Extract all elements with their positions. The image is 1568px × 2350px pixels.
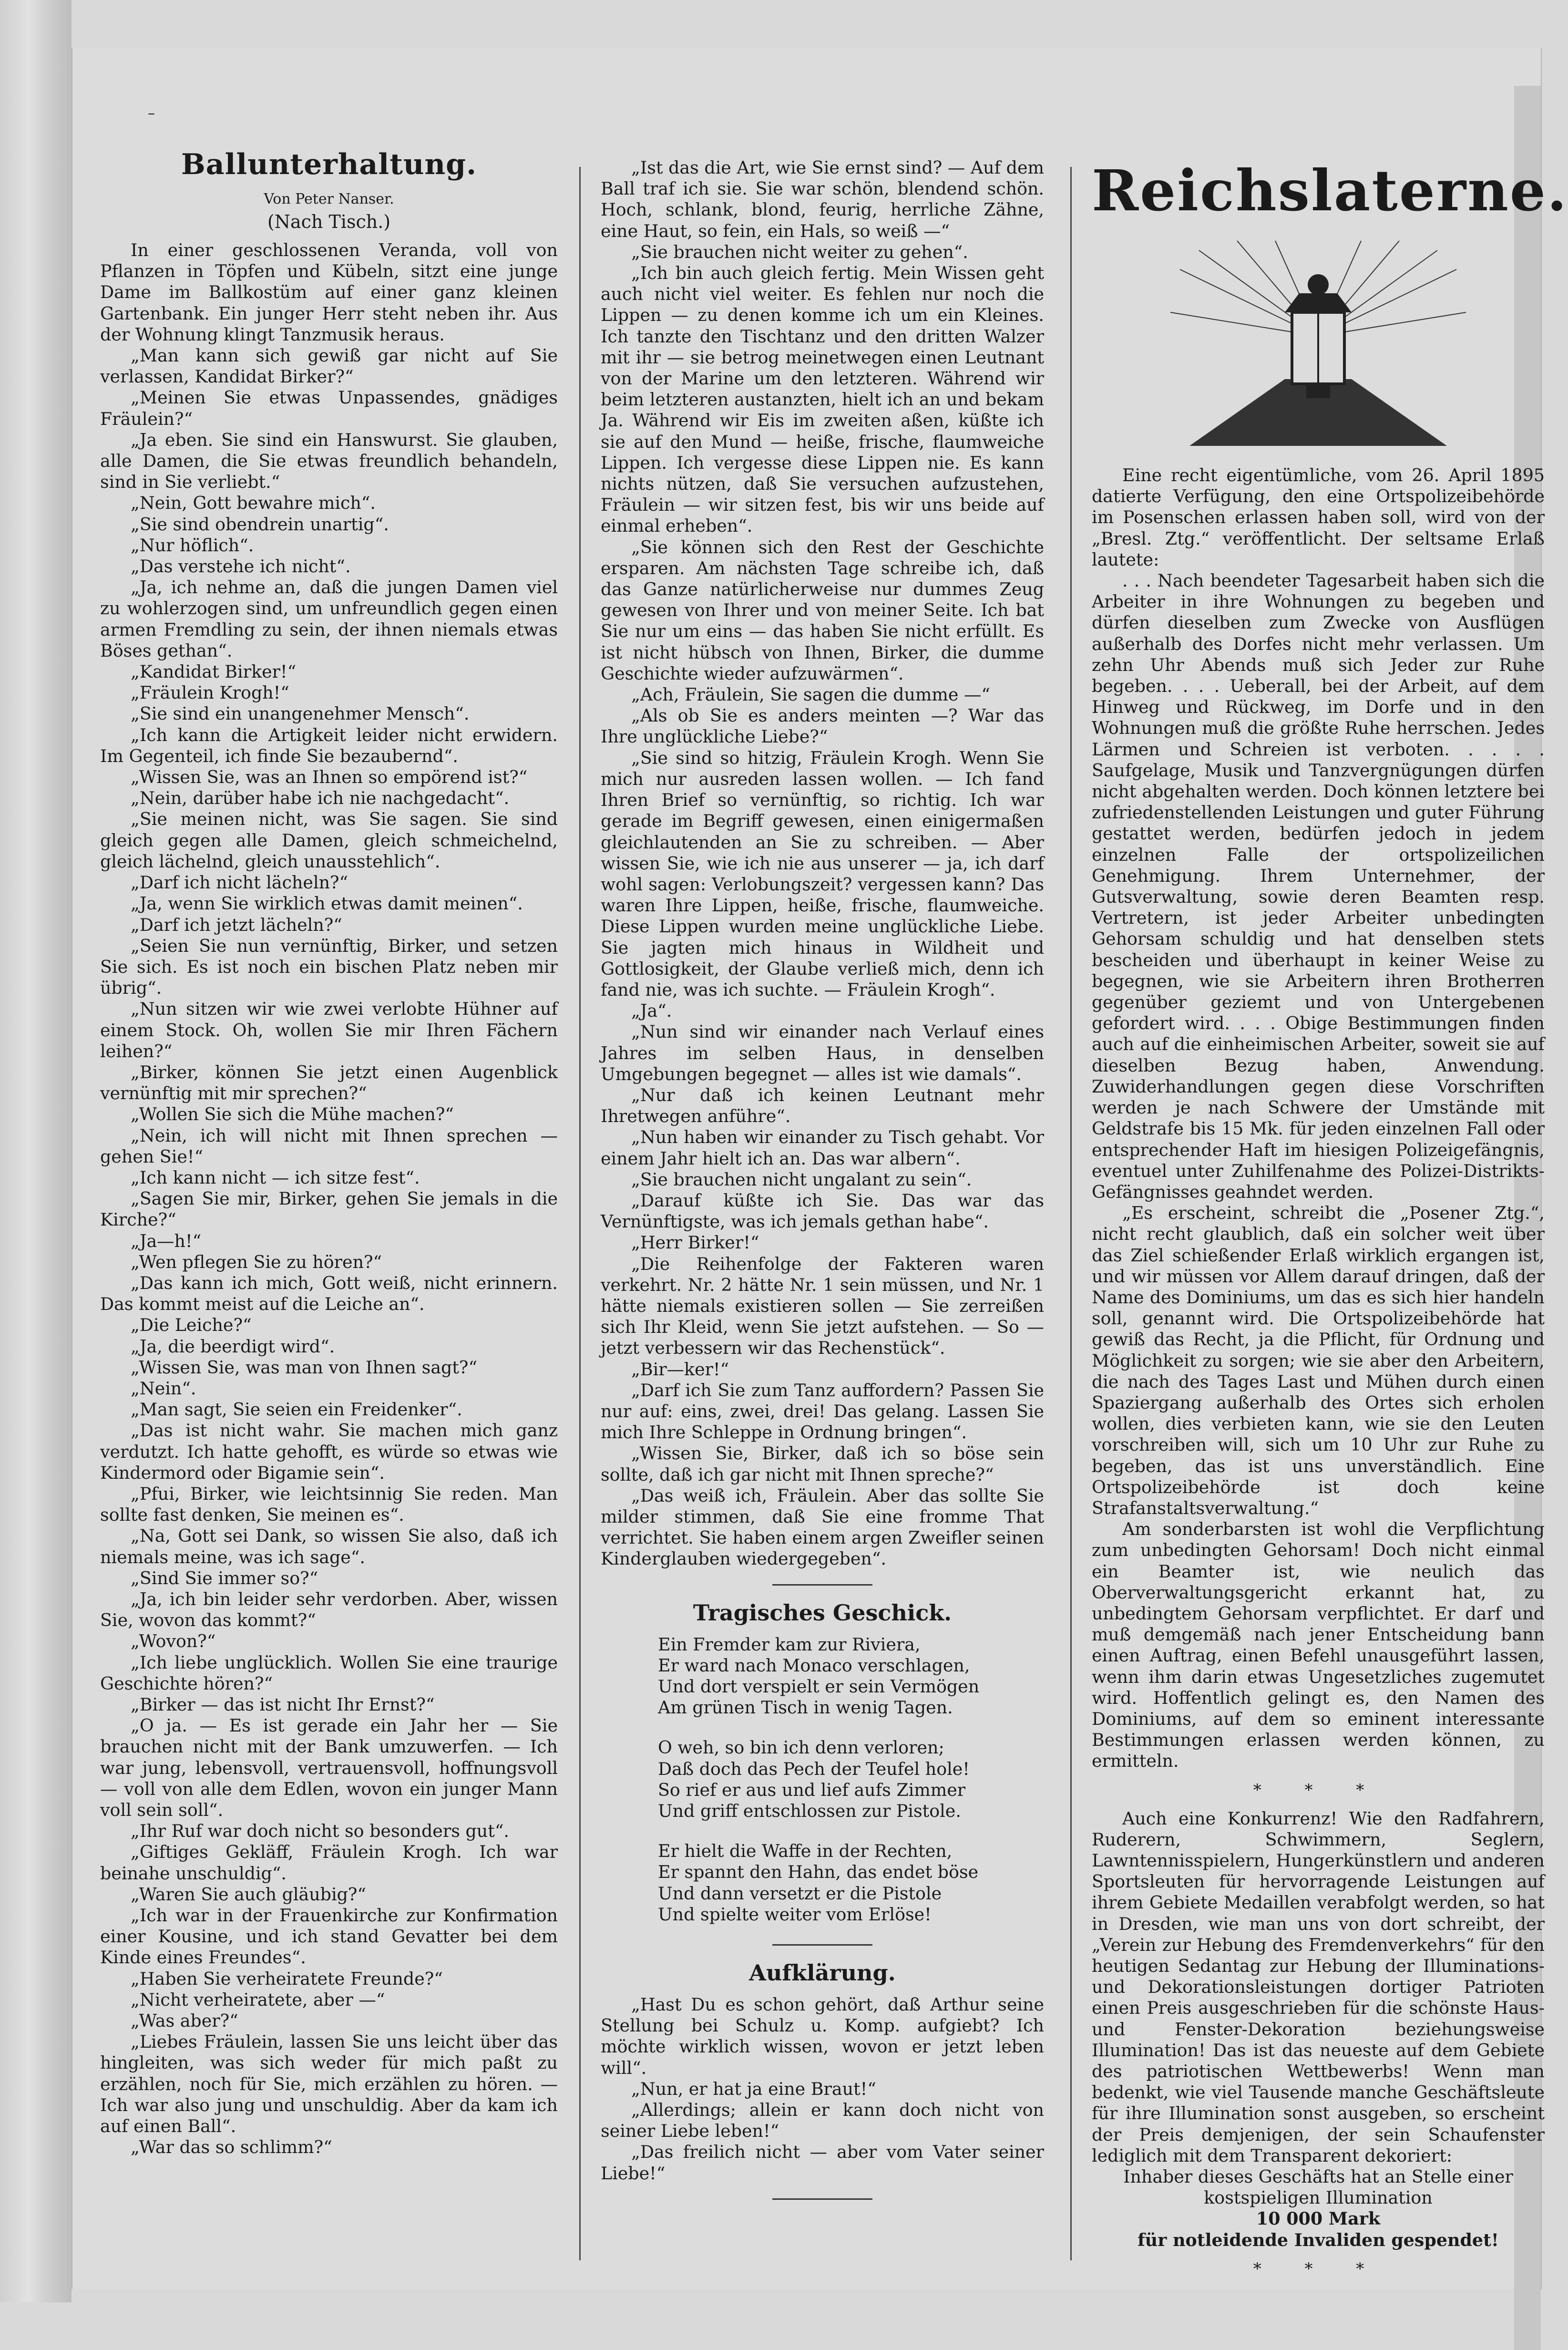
paragraph: „Man sagt, Sie seien ein Freidenker“.: [131, 1399, 462, 1420]
paragraph: „Nein, darüber habe ich nie nachgedacht“.: [131, 788, 510, 809]
paragraph: „Das kann ich mich, Gott weiß, nicht erinnern. Das kommt meist auf die Leiche an“.: [100, 1272, 558, 1315]
column-ballunterhaltung: [100, 100, 558, 2208]
poem-line: So rief er aus und lief aufs Zimmer: [658, 1779, 966, 1800]
paragraph: „Nicht verheiratete, aber —“: [131, 1989, 385, 2010]
paragraph: „Nun haben wir einander zu Tisch gehabt. Vor einem Jahr hielt ich an. Das war albern“.: [601, 1127, 1044, 1169]
paragraph: „Ich kann nicht — ich sitze fest“.: [131, 1167, 420, 1188]
paragraph: „Seien Sie nun vernünftig, Birker, und setzen Sie sich. Es ist noch ein bischen Platz neben mir übrig“.: [100, 935, 558, 999]
paragraph: „Fräulein Krogh!“: [131, 682, 289, 703]
paragraph: „Ich war in der Frauenkirche zur Konfirmation einer Kousine, und ich stand Gevatter bei dem Kinde eines Freundes“.: [100, 1905, 558, 1968]
paragraph: „Ja, ich bin leider sehr verdorben. Aber, wissen Sie, wovon das kommt?“: [100, 1589, 558, 1631]
article-body: [100, 240, 558, 2158]
paragraph: „Ach, Fräulein, Sie sagen die dumme —“: [631, 684, 991, 705]
paragraph: „Das verstehe ich nicht“.: [131, 556, 351, 577]
paragraph: „Hast Du es schon gehört, daß Arthur seine Stellung bei Schulz u. Komp. aufgiebt? Ich möchte wirklich wissen, wovon er jetzt leben will“.: [601, 1994, 1044, 2078]
paragraph: „Sagen Sie mir, Birker, gehen Sie jemals in die Kirche?“: [100, 1188, 558, 1230]
column-rule-left: [579, 167, 581, 2260]
paragraph: „Darf ich jetzt lächeln?“: [131, 914, 342, 935]
lantern-paragraph: [1092, 1808, 1545, 2166]
lantern-paragraph: [1092, 1519, 1545, 1772]
paragraph: „Ihr Ruf war doch nicht so besonders gut“.: [131, 1821, 509, 1842]
paragraph: „Ja, die beerdigt wird“.: [131, 1336, 335, 1357]
paragraph: „O ja. — Es ist gerade ein Jahr her — Sie brauchen nicht mit der Bank umzuwerfen. — Ich war jung, lebensvoll, vertrauensvoll, hoffnungsvoll — voll von alle dem Edlen, wovon ein junger Mann voll sein soll“.: [100, 1715, 558, 1821]
paragraph: „Liebes Fräulein, lassen Sie uns leicht über das hingleiten, was sich weder für mich paßt zu erzählen, noch für Sie, mich erzählen zu hören. — Ich war also jung und unschuldig. Aber da kam ich auf einen Ball“.: [100, 2031, 558, 2137]
paragraph: „Bir—ker!“: [631, 1359, 729, 1380]
section-title: Aufklärung.: [749, 1960, 896, 1986]
paragraph: „Sind Sie immer so?“: [131, 1567, 318, 1588]
transparent-line: für notleidende Invaliden gespendet!: [1138, 2229, 1499, 2250]
paragraph: „Giftiges Gekläff, Fräulein Krogh. Ich war beinahe unschuldig“.: [100, 1842, 558, 1884]
paragraph: „Sie brauchen nicht weiter zu gehen“.: [631, 241, 968, 262]
lantern-paragraph: [1092, 1203, 1545, 1519]
poem-line: Und griff entschlossen zur Pistole.: [658, 1801, 961, 1822]
paragraph: „Sie sind obendrein unartig“.: [131, 514, 389, 535]
stanza: [658, 1737, 1044, 1822]
paragraph: Auch eine Konkurrenz! Wie den Radfahrern, Ruderern, Schwimmern, Seglern, Lawntennisspielern, Hungerkünstlern und anderen Sportsleuten für hervorragende Leistungen auf ihrem Gebiete Medaillen verabfolgt werden, so hat in Dresden, wie man uns von dort schreibt, der „Verein zur Hebung des Fremdenverkehrs“ für den heutigen Sedantag zur Hebung der Illuminations- und Dekorationsleistungen dortiger Patrioten einen Preis ausgeschrieben für die schönste Haus- und Fenster-Dekoration beziehungsweise Illumination! Das ist das neueste auf dem Gebiete des patriotischen Wettbewerbs! Wenn man bedenkt, wie viel Tausende manche Geschäftsleute für ihre Illumination sonst ausgeben, so erscheint der Preis demjenigen, der sein Schaufenster lediglich mit dem Transparent dekoriert:: [1092, 1808, 1545, 2166]
column-middle: [601, 100, 1044, 2208]
paragraph: „Wissen Sie, was man von Ihnen sagt?“: [131, 1357, 478, 1378]
page-mark: –: [148, 105, 155, 122]
lantern-paragraph: [1092, 465, 1545, 570]
paragraph: „Nein“.: [131, 1378, 196, 1399]
paragraph: „Als ob Sie es anders meinten —? War das Ihre unglückliche Liebe?“: [601, 705, 1044, 747]
paragraph: „Kandidat Birker!“: [131, 661, 297, 682]
paragraph: Am sonderbarsten ist wohl die Verpflichtung zum unbedingten Gehorsam! Doch nicht einmal ein Beamter ist, wie neulich das Oberverwaltungsgericht erkannt hat, zu unbedingtem Gehorsam verpflichtet. Er darf und muß demgemäß nach jener Entscheidung bann einen Auftrag, einen Befehl unausgeführt lassen, wenn ihm darin etwas Ungesetzliches zugemutet wird. Hoffentlich gelingt es, den Namen des Dominiums, auf dem so eminent interessante Bestimmungen erlassen werden können, zu ermitteln.: [1092, 1519, 1545, 1772]
separator-stars: * * *: [1253, 2259, 1384, 2278]
paragraph: „Man kann sich gewiß gar nicht auf Sie verlassen, Kandidat Birker?“: [100, 345, 558, 387]
poem-line: Er spannt den Hahn, das endet böse: [658, 1862, 979, 1883]
paragraph: „Wollen Sie sich die Mühe machen?“: [131, 1104, 454, 1125]
paragraph: „Ja—h!“: [131, 1230, 202, 1251]
poem-line: Er hielt die Waffe in der Rechten,: [658, 1841, 953, 1862]
paragraph: „Na, Gott sei Dank, so wissen Sie also, daß ich niemals meine, was ich sage“.: [100, 1525, 558, 1567]
paragraph: „Herr Birker!“: [631, 1232, 759, 1253]
paragraph: „Nein, Gott bewahre mich“.: [131, 493, 376, 514]
poem-line: Und dort verspielt er sein Vermögen: [658, 1676, 980, 1697]
paragraph: „Ich kann die Artigkeit leider nicht erwidern. Im Gegenteil, ich finde Sie bezaubernd“.: [100, 724, 558, 766]
paragraph: „Ich bin auch gleich fertig. Mein Wissen geht auch nicht viel weiter. Es fehlen nur noch die Lippen — zu denen komme ich um ein Kleines. Ich tanzte den Tischtanz und den dritten Walzer mit ihr — sie betrog meinetwegen einen Leutnant von der Marine um den letzteren. Während wir beim letzteren austanzten, hielt ich an und bekam Ja. Während wir Eis im zweiten aßen, küßte ich sie auf den Mund — heiße, frische, flaumweiche Lippen. Ich vergesse diese Lippen nie. Es kann nichts nützen, daß Sie versuchen aufzustehen, Fräulein — wir sitzen fest, bis wir uns beide auf einmal erheben“.: [601, 263, 1044, 536]
paragraph: In einer geschlossenen Veranda, voll von Pflanzen in Töpfen und Kübeln, sitzt eine junge Dame im Ballkostüm auf einer ganz kleinen Gartenbank. Ein junger Herr steht neben ihr. Aus der Wohnung klingt Tanzmusik heraus.: [100, 240, 558, 345]
paragraph: Eine recht eigentümliche, vom 26. April 1895 datierte Verfügung, den eine Ortspolizeibehörde im Posenschen erlassen haben soll, wird von der „Bresl. Ztg.“ veröffentlicht. Der seltsame Erlaß lautete:: [1092, 465, 1545, 570]
paragraph: „Meinen Sie etwas Unpassendes, gnädiges Fräulein?“: [100, 387, 558, 429]
paragraph: „Das weiß ich, Fräulein. Aber das sollte Sie milder stimmen, daß Sie eine fromme That verrichtet. Sie haben einem argen Zweifler seinen Kinderglauben wiedergegeben“.: [601, 1485, 1044, 1569]
paragraph: . . . Nach beendeter Tagesarbeit haben sich die Arbeiter in ihre Wohnungen zu begeben und dürfen dieselben zum Zwecke von Ausflügen außerhalb des Dorfes nicht mehr verlassen. Um zehn Uhr Abends muß sich Jeder zur Ruhe begeben. . . . Ueberall, bei der Arbeit, auf dem Hinweg und Rückweg, im Dorfe und in den Wohnungen muß die größte Ruhe herrschen. Jedes Lärmen und Schreien ist verboten. . . . . Saufgelage, Musik und Tanzvergnügungen dürfen nicht abgehalten werden. Doch können letztere bei zufriedenstellenden Leistungen und guter Führung gestattet werden, bedürfen jedoch in jedem einzelnen Falle der ortspolizeilichen Genehmigung. Ihrem Unternehmer, der Gutsverwaltung, sowie deren Beamten resp. Vertretern, ist jeder Arbeiter unbedingten Gehorsam schuldig und hat denselben stets bescheiden und überhaupt in keiner Weise zu begegnen, wie sie Arbeitern ihren Brotherren gegenüber geziemt und von Untergebenen gefordert wird. . . . Obige Bestimmungen finden auch auf die einheimischen Arbeiter, soweit sie auf dieselben Bezug haben, Anwendung. Zuwiderhandlungen gegen diese Vorschriften werden je nach Schwere der Umstände mit Geldstrafe bis 15 Mk. für jeden einzelnen Fall oder entsprechender Haft im hiesigen Polizeigefängnis, eventuel unter Zuhilfenahme des Polizei-Distrikts-Gefängnisses geahndet werden.: [1092, 570, 1545, 1202]
paragraph: „Darauf küßte ich Sie. Das war das Vernünftigste, was ich jemals gethan habe“.: [601, 1190, 1044, 1232]
article-subtitle: (Nach Tisch.): [267, 211, 391, 232]
anecdote-body: [601, 1994, 1044, 2184]
paragraph: „Wissen Sie, Birker, daß ich so böse sein sollte, daß ich gar nicht mit Ihnen spreche?“: [601, 1443, 1044, 1485]
poem-line: Und spielte weiter vom Erlöse!: [658, 1904, 932, 1925]
paragraph: „Was aber?“: [131, 2010, 238, 2031]
poem-title: Tragisches Geschick.: [693, 1599, 952, 1626]
column-rule-right: [1070, 167, 1072, 2260]
poem-line: Er ward nach Monaco verschlagen,: [658, 1655, 970, 1676]
separator: [772, 1584, 872, 1586]
article-title: Ballunterhaltung.: [181, 148, 477, 181]
paragraph: „Wissen Sie, was an Ihnen so empörend ist?“: [131, 767, 528, 788]
paragraph: „Sie sind so hitzig, Fräulein Krogh. Wenn Sie mich nur ausreden lassen wollen. — Ich fand Ihren Brief so vernünftig, so richtig. Ich war gerade im Begriff gewesen, einen einigermaßen gleichlautenden an Sie zu schreiben. — Aber wissen Sie, wie ich nie aus unserer — ja, ich darf wohl sagen: Verlobungszeit? vergessen kann? Das waren Ihre Lippen, heiße, frische, flaumweiche. Diese Lippen wurden meine unglückliche Liebe. Sie jagten mich hinaus in Wildheit und Gottlosigkeit, der Glaube verließ mich, denn ich fand nie, was ich suchte. — Fräulein Krogh“.: [601, 747, 1044, 1000]
paragraph: „Nur daß ich keinen Leutnant mehr Ihretwegen anführe“.: [601, 1084, 1044, 1127]
paragraph: „Darf ich Sie zum Tanz auffordern? Passen Sie nur auf: eins, zwei, drei! Das gelang. Lassen Sie mich Ihre Schleppe in Ordnung bringen“.: [601, 1380, 1044, 1443]
transparent-line: Inhaber dieses Geschäfts hat an Stelle einer kostspieligen Illumination: [1123, 2166, 1513, 2208]
poem-line: Daß doch das Pech der Teufel hole!: [658, 1758, 970, 1779]
paragraph: „Waren Sie auch gläubig?“: [131, 1884, 367, 1905]
paragraph: „Nein, ich will nicht mit Ihnen sprechen — gehen Sie!“: [100, 1125, 558, 1167]
article-body-continued: [601, 157, 1044, 1570]
paragraph: „Haben Sie verheiratete Freunde?“: [131, 1968, 443, 1989]
paragraph: „Das freilich nicht — aber vom Vater seiner Liebe!“: [601, 2142, 1044, 2184]
stanza: [658, 1634, 1044, 1719]
paragraph: „Sie können sich den Rest der Geschichte ersparen. Am nächsten Tage schreibe ich, daß das Ganze natürlicherweise nur dummes Zeug gewesen von Ihrer und von meiner Seite. Ich bat Sie nur um eins — das haben Sie nicht erfüllt. Es ist nicht hübsch von Ihnen, Birker, die dumme Geschichte wieder aufzuwärmen“.: [601, 536, 1044, 684]
paragraph: „Wen pflegen Sie zu hören?“: [131, 1251, 382, 1272]
poem-line: O weh, so bin ich denn verloren;: [658, 1737, 944, 1758]
paragraph: „Nun sitzen wir wie zwei verlobte Hühner auf einem Stock. Oh, wollen Sie mir Ihren Fächern leihen?“: [100, 999, 558, 1062]
stanza: [658, 1841, 1044, 1925]
paragraph: „Allerdings; allein er kann doch nicht von seiner Liebe leben!“: [601, 2100, 1044, 2142]
paragraph: „Ja eben. Sie sind ein Hanswurst. Sie glauben, alle Damen, die Sie etwas freundlich behandeln, sind in Sie verliebt.“: [100, 429, 558, 493]
lantern-illustration: [1170, 241, 1466, 446]
paragraph: „Ja“.: [631, 1000, 672, 1021]
paragraph: „Nur höflich“.: [131, 535, 254, 556]
paragraph: „Ich liebe unglücklich. Wollen Sie eine traurige Geschichte hören?“: [100, 1652, 558, 1694]
separator: [772, 2198, 872, 2200]
paragraph: „Darf ich nicht lächeln?“: [131, 872, 348, 893]
poem-line: Am grünen Tisch in wenig Tagen.: [658, 1697, 953, 1718]
column-reichslaterne: [1092, 100, 1568, 2278]
section-masthead: Reichslaterne.: [1092, 157, 1568, 224]
paragraph: „Es erscheint, schreibt die „Posener Ztg.“, nicht recht glaublich, daß ein solcher weit über das Ziel schießender Erlaß wirklich ergangen ist, und wir müssen vor Allem darauf dringen, daß der Name des Dominiums, um das es sich hier handeln soll, genannt wird. Die Ortspolizeibehörde hat gewiß das Recht, ja die Pflicht, für Ordnung und Möglichkeit zu sorgen; wie sie aber den Arbeitern, die nach des Tages Last und Mühen durch einen Spaziergang außerhalb des Ortes sich erholen wollen, dies verbieten kann, wie sie den Leuten vorschreiben will, sich um 10 Uhr zur Ruhe zu begeben, das ist uns unverständlich. Eine Ortspolizeibehörde ist doch keine Strafanstaltsverwaltung.“: [1092, 1203, 1545, 1518]
paragraph: „Ja, wenn Sie wirklich etwas damit meinen“.: [131, 893, 523, 914]
transparent-amount: 10 000 Mark: [1256, 2208, 1381, 2229]
poem-line: Und dann versetzt er die Pistole: [658, 1883, 942, 1904]
paragraph: „War das so schlimm?“: [131, 2137, 332, 2158]
paragraph: „Sie sind ein unangenehmer Mensch“.: [131, 703, 470, 724]
paragraph: „Das ist nicht wahr. Sie machen mich ganz verdutzt. Ich hatte gehofft, es würde so etwas wie Kindermord oder Bigamie sein“.: [100, 1420, 558, 1483]
paragraph: „Birker — das ist nicht Ihr Ernst?“: [131, 1694, 435, 1715]
paragraph: „Pfui, Birker, wie leichtsinnig Sie reden. Man sollte fast denken, Sie meinen es“.: [100, 1483, 558, 1525]
paragraph: „Birker, können Sie jetzt einen Augenblick vernünftig mit mir sprechen?“: [100, 1062, 558, 1104]
poem-line: Ein Fremder kam zur Riviera,: [658, 1634, 921, 1655]
separator-stars: * * *: [1253, 1780, 1384, 1800]
separator: [772, 1944, 872, 1946]
paragraph: „Ist das die Art, wie Sie ernst sind? — Auf dem Ball traf ich sie. Sie war schön, blendend schön. Hoch, schlank, blond, feurig, herrliche Zähne, eine Haut, so fein, ein Hals, so weiß —“: [601, 157, 1044, 241]
paragraph: „Die Leiche?“: [131, 1315, 252, 1336]
paragraph: „Nun sind wir einander nach Verlauf eines Jahres im selben Haus, in denselben Umgebungen begegnet — alles ist wie damals“.: [601, 1021, 1044, 1084]
book-spine: [0, 0, 72, 2302]
paragraph: „Wovon?“: [131, 1631, 216, 1652]
paragraph: „Sie brauchen nicht ungalant zu sein“.: [631, 1169, 972, 1190]
paragraph: „Die Reihenfolge der Fakteren waren verkehrt. Nr. 2 hätte Nr. 1 sein müssen, und Nr. 1 hätte niemals existieren sollen — Sie zerreißen sich Ihr Kleid, wenn Sie jetzt aufstehen. — So — jetzt verbessern wir das Rechenstück“.: [601, 1253, 1044, 1359]
paragraph: „Nun, er hat ja eine Braut!“: [631, 2078, 876, 2099]
poem: [658, 1634, 1044, 1925]
paragraph: „Sie meinen nicht, was Sie sagen. Sie sind gleich gegen alle Damen, gleich schmeichelnd, gleich lächelnd, gleich unausstehlich“.: [100, 809, 558, 872]
article-byline: Von Peter Nanser.: [264, 191, 394, 207]
paragraph: „Ja, ich nehme an, daß die jungen Damen viel zu wohlerzogen sind, um unfreundlich gegen einen armen Fremdling zu sein, der ihnen niemals etwas Böses gethan“.: [100, 577, 558, 661]
lantern-quote: [1092, 570, 1545, 1203]
